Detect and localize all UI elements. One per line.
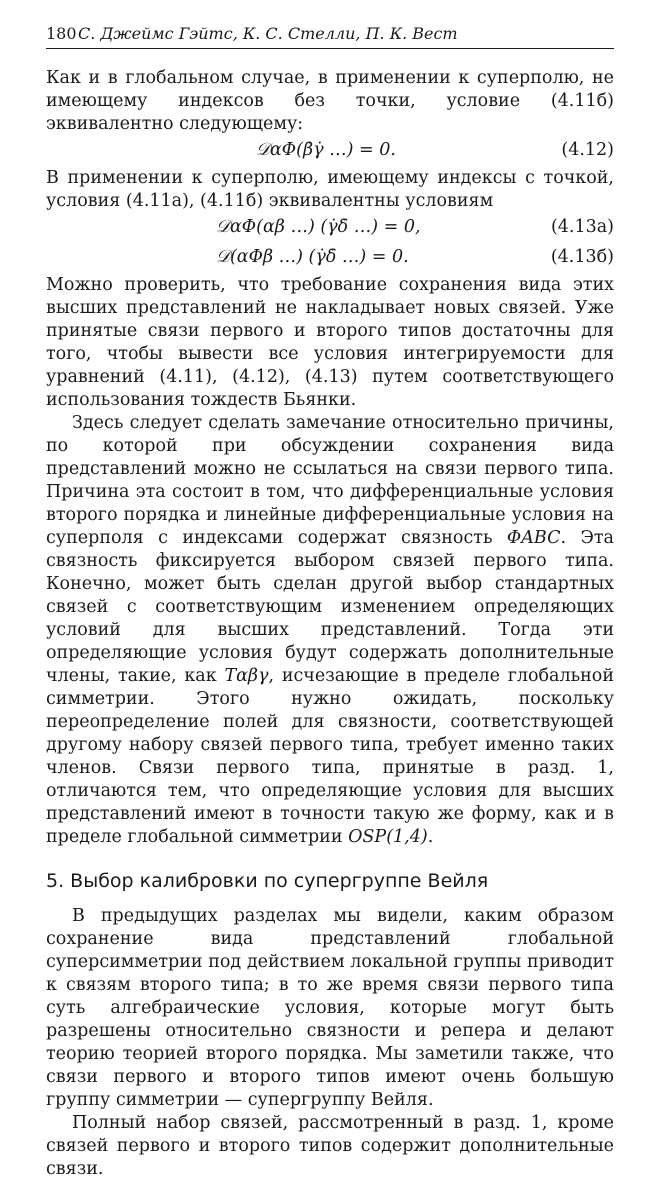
paragraph-5: В предыдущих разделах мы видели, каким образом сохранение вида представлений глобальной суперсимметрии под действием локальной группы приводит к связям второго типа; в то же время связи первого типа суть алгебраические условия, которые могут быть разрешены относительно связности и репера и делают теорию теорией второго порядка. Мы заметили также, что связи первого и второго типов имеют очень большую группу симметрии — супергруппу Вейля. [46,906,614,1110]
equation-4-13b-formula: 𝒟(αΦβ …) (γ̇δ̇ …) = 0. [216,247,409,267]
equation-4-13b [46,244,614,271]
torsion-symbol: Tαβγ [224,666,269,686]
paragraph-4-part-4: . [427,827,434,847]
paragraph-1: Как и в глобальном случае, в применении к суперполю, не имеющему индексов без точки, условие (4.11б) эквивалентно следующему: [46,68,614,134]
osp-symbol: OSP(1,4) [348,827,428,847]
paragraph-4-part-1: Здесь следует сделать замечание относительно причины, по которой при обсуждении сохранения вида представлений можно не ссылаться на связи первого типа. Причина эта состоит в том, что дифференциальные условия второго порядка и линейные дифференциальные условия на суперполя с индексами содержат связность [46,413,614,548]
equation-4-13b-label: (4.13б) [550,247,614,267]
equation-4-12 [46,137,614,164]
page [46,24,614,1181]
section-title: 5. Выбор калибровки по супергруппе Вейля [46,870,489,892]
paragraph-6: Полный набор связей, рассмотренный в разд. 1, кроме связей первого и второго типов содержит дополнительные связи. [46,1113,614,1179]
equation-4-13a [46,214,614,241]
equation-4-13a-formula: 𝒟αΦ(αβ …) (γ̇δ̇ …) = 0, [216,217,421,237]
paragraph-4-part-3: , исчезающие в пределе глобальной симметрии. Этого нужно ожидать, поскольку переопределение полей для связности, соответствующей другому набору связей первого типа, требует именно таких членов. Связи первого типа, принятые в разд. 1, отличаются тем, что определяющие условия для высших представлений имеют в точности такую же форму, как и в пределе глобальной симметрии [46,666,614,847]
paragraph-4-part-2: . Эта связность фиксируется выбором связей первого типа. Конечно, может быть сделан другой выбор стандартных связей с соответствующим изменением определяющих условий для высших представлений. Тогда эти определяющие условия будут содержать дополнительные члены, такие, как [46,528,614,686]
running-header-authors: С. Джеймс Гэйтс, К. С. Стелли, П. К. Вест [78,24,458,43]
page-number: 180 [46,24,77,43]
running-header [46,24,614,49]
paragraph-4 [46,412,614,849]
connection-symbol: ΦABC [506,528,561,548]
equation-4-12-formula: 𝒟αΦ(β̇γ̇ …) = 0. [256,140,396,160]
equation-4-13a-label: (4.13а) [550,217,614,237]
paragraph-3: Можно проверить, что требование сохранения вида этих высших представлений не накладывает новых связей. Уже принятые связи первого и второго типов достаточны для того, чтобы вывести все условия интегрируемости для уравнений (4.11), (4.12), (4.13) путем соответствующего использования тождеств Бьянки. [46,275,614,410]
equation-4-12-label: (4.12) [561,140,614,160]
paragraph-2: В применении к суперполю, имеющему индексы с точкой, условия (4.11а), (4.11б) эквивалентны условиям [46,168,614,211]
